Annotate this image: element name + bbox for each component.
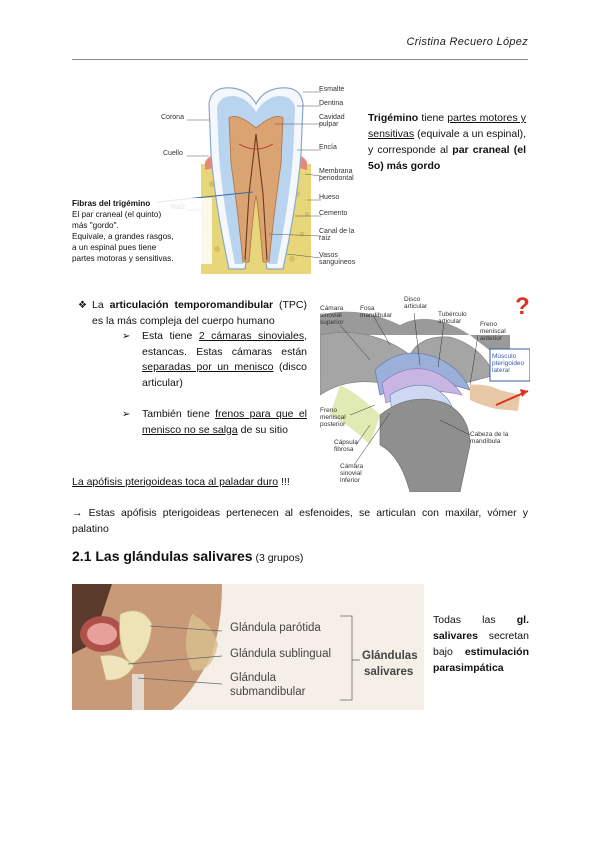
trig-bold-2: par craneal (el 5o) más gordo <box>368 144 526 172</box>
label-disco: Disco articular <box>404 296 428 310</box>
arrow-paragraph: → Estas apófisis pterigoideas pertenecen al esfenoides, se articulan con maxilar, vómer y palatino <box>72 507 528 535</box>
label-esmalte: Esmalte <box>319 86 345 93</box>
section-title-main: 2.1 Las glándulas salivares <box>72 548 253 564</box>
apofisis-tail: !!! <box>278 476 290 488</box>
tmj-s1-u2: separadas por un menisco <box>142 361 274 373</box>
label-submandibular-1: Glándula <box>230 672 277 684</box>
trig-text-1: tiene <box>418 112 448 124</box>
gland-b2: estimulación parasimpática <box>433 646 529 674</box>
label-cuello: Cuello <box>163 150 183 157</box>
tmj-s1-u: 2 cámaras sinoviales <box>198 330 305 342</box>
diamond-bullet-icon: ❖ <box>78 300 87 311</box>
gland-t2: secretan bajo <box>433 630 529 658</box>
tmj-s1-a: Esta tiene <box>142 330 199 342</box>
caption-line5: a un espinal pues tiene <box>72 243 157 252</box>
label-tuberculo: Tubérculo articular <box>438 311 467 325</box>
label-corona: Corona <box>161 114 184 121</box>
label-group-2: salivares <box>364 666 414 678</box>
tmj-section <box>78 298 307 438</box>
label-canal: Canal de la raíz <box>319 228 355 242</box>
label-freno-ant: Freno meniscal anterior <box>480 321 506 342</box>
header-rule <box>72 59 528 60</box>
caption-line4: Equivale, a grandes rasgos, <box>72 232 174 241</box>
label-submandibular-2: submandibular <box>230 686 306 698</box>
tmj-sub-item-2 <box>122 407 307 438</box>
label-musculo: Músculo pterigoideo lateral <box>492 353 525 374</box>
tmj-p1-b: (TPC) es la más compleja del cuerpo humano <box>92 299 307 327</box>
label-encia: Encía <box>319 144 337 151</box>
apofisis-note <box>72 476 290 488</box>
tmj-p1-bold: articulación temporomandibular <box>109 299 274 311</box>
apofisis-underlined: La apófisis pterigoideas toca al paladar duro <box>72 476 279 488</box>
trig-underlined: partes motores y sensitivas <box>368 112 526 140</box>
label-cabeza: Cabeza de la mandíbula <box>470 431 509 445</box>
tooth-caption <box>72 198 212 264</box>
label-cemento: Cemento <box>319 210 348 217</box>
salivary-glands-figure <box>72 584 424 710</box>
caption-line3: más "gordo". <box>72 221 119 230</box>
tmj-s2-a: También tiene <box>142 408 216 420</box>
header-author: Cristina Recuero López <box>406 36 528 48</box>
tmj-s2-u: frenos para que el menisco no se salga <box>142 408 307 436</box>
gland-t1: Todas las <box>433 614 517 626</box>
section-title <box>72 548 303 564</box>
label-freno-post: Freno meniscal posterior <box>320 407 346 428</box>
tmj-s1-c: (disco articular) <box>142 361 307 389</box>
tmj-sub-item-1 <box>122 329 307 391</box>
label-membrana: Membrana periodontal <box>319 168 354 182</box>
gland-b1: gl. salivares <box>433 614 529 642</box>
arrow-bullet-icon: ➢ <box>122 409 131 420</box>
label-camara-inf: Cámara sinovial inferior <box>340 463 364 484</box>
label-vasos: Vasos sanguíneos <box>319 252 356 266</box>
label-dentina: Dentina <box>319 100 344 107</box>
label-sublingual: Glándula sublingual <box>230 648 332 660</box>
trigemino-paragraph <box>368 110 526 174</box>
glands-paragraph <box>433 612 529 676</box>
tmj-s1-b: , estancas. Estas cámaras están <box>142 330 307 358</box>
label-camara-sup: Cámara sinovial superior <box>320 305 344 326</box>
caption-bold: Fibras del trigémino <box>72 199 151 208</box>
tmj-bullet-item <box>78 298 307 329</box>
red-question-mark: ? <box>515 293 530 320</box>
trigemino-term: Trigémino <box>368 112 419 124</box>
trig-text-2: (equivale a un espinal), y corresponde al <box>368 128 526 156</box>
label-group-1: Glándulas <box>362 650 418 662</box>
arrow-bullet-icon: ➢ <box>122 331 131 342</box>
tmj-diagram <box>320 295 530 492</box>
caption-line6: partes motoras y sensitivas. <box>72 254 174 263</box>
label-fosa: Fosa mandibular <box>360 305 393 319</box>
label-parotida: Glándula parótida <box>230 622 321 634</box>
caption-line2: El par craneal (el quinto) <box>72 210 162 219</box>
tmj-p1-a: La <box>92 299 110 311</box>
label-hueso: Hueso <box>319 194 340 201</box>
tmj-s2-b: de su sitio <box>237 423 288 436</box>
section-subtitle: (3 grupos) <box>252 552 304 564</box>
label-capsula: Cápsula fibrosa <box>334 439 358 453</box>
label-cavidad: Cavidad pulpar <box>319 114 345 128</box>
